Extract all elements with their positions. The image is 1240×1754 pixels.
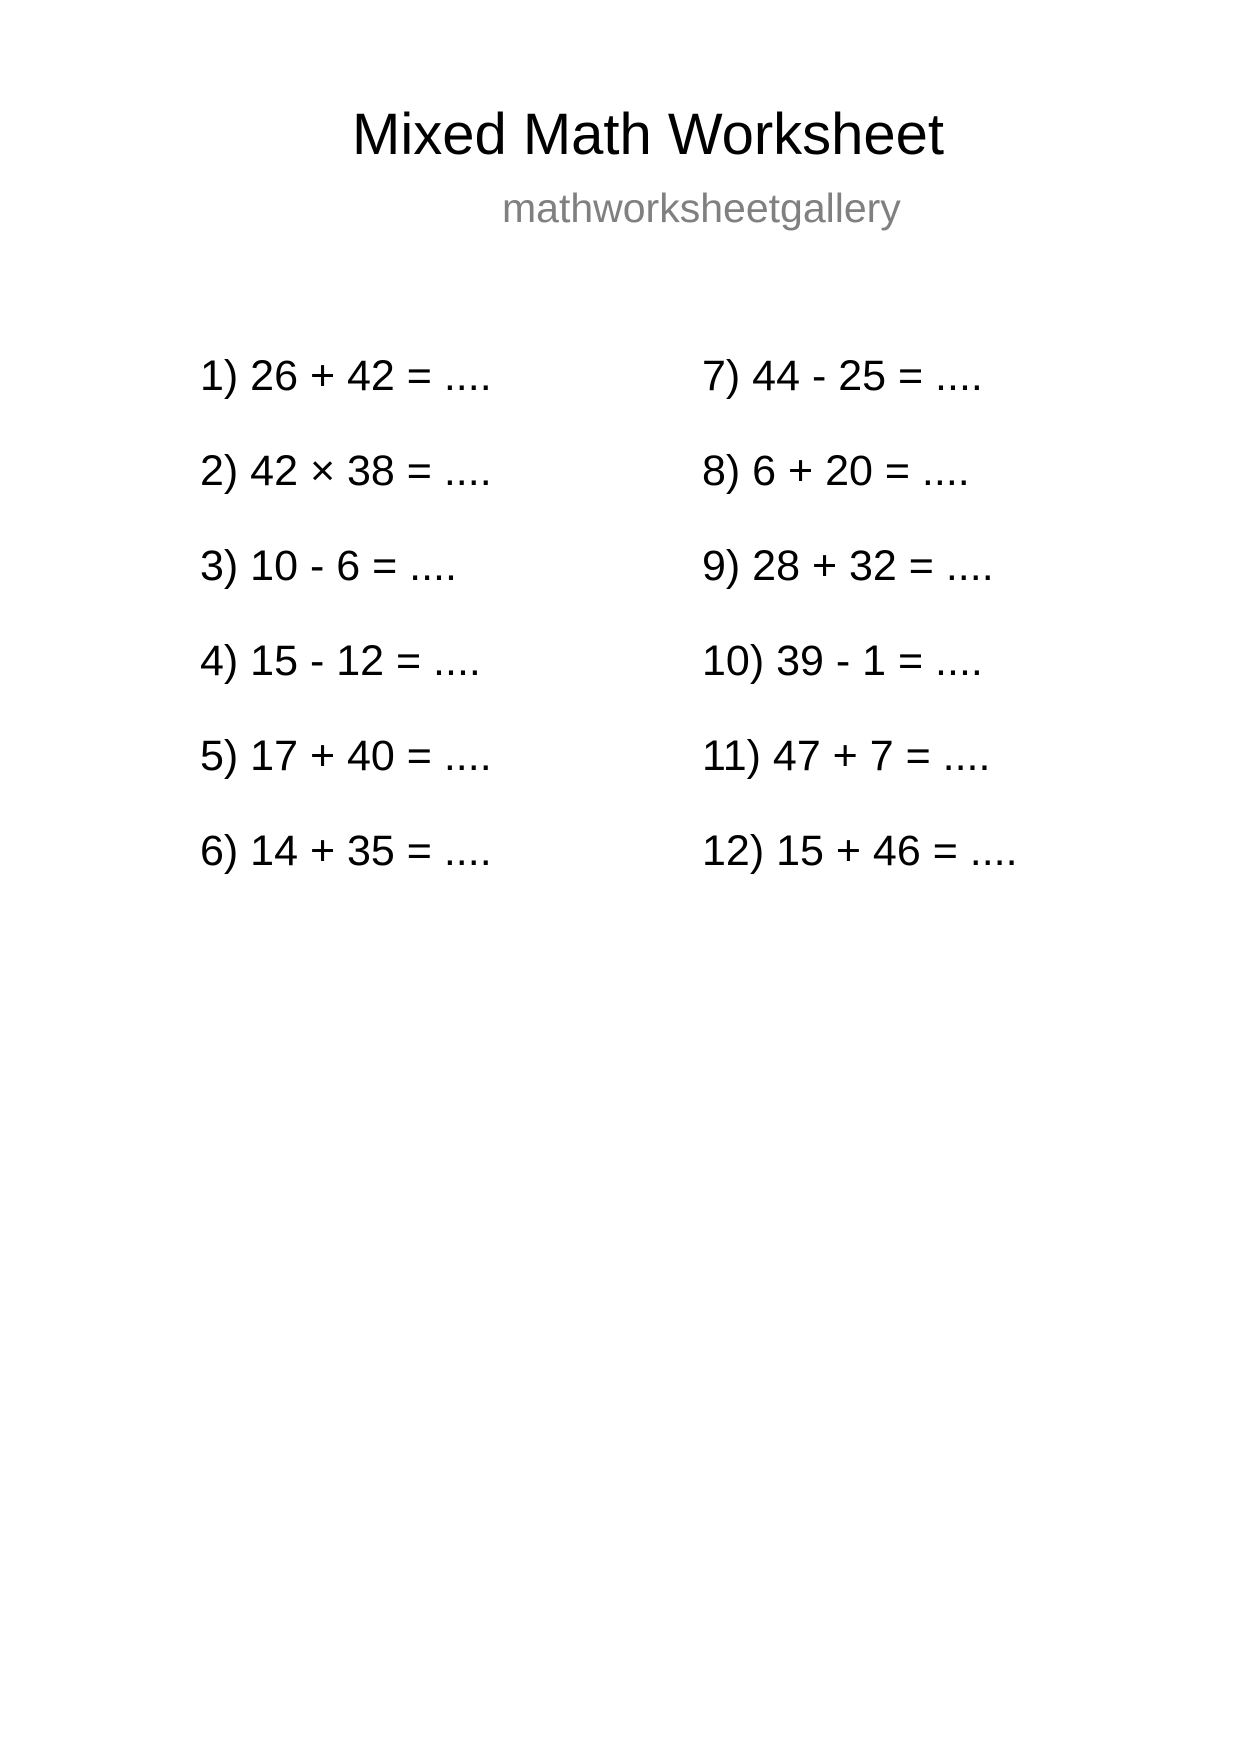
problems-left-column [200,350,492,920]
problem-5: 5) 17 + 40 = .... [200,732,492,780]
worksheet-subtitle: mathworksheetgallery [502,185,901,231]
problem-4: 4) 15 - 12 = .... [200,637,481,685]
problem-2: 2) 42 × 38 = .... [200,447,492,495]
problem-8: 8) 6 + 20 = .... [702,447,970,495]
problem-3: 3) 10 - 6 = .... [200,542,457,590]
problem-7: 7) 44 - 25 = .... [702,352,983,400]
worksheet-title: Mixed Math Worksheet [352,102,945,167]
problem-11: 11) 47 + 7 = .... [702,732,991,780]
problems-right-column [702,350,1018,920]
problem-1: 1) 26 + 42 = .... [200,352,492,400]
problem-10: 10) 39 - 1 = .... [702,637,983,685]
problem-12: 12) 15 + 46 = .... [702,827,1018,875]
problem-6: 6) 14 + 35 = .... [200,827,492,875]
problem-9: 9) 28 + 32 = .... [702,542,994,590]
